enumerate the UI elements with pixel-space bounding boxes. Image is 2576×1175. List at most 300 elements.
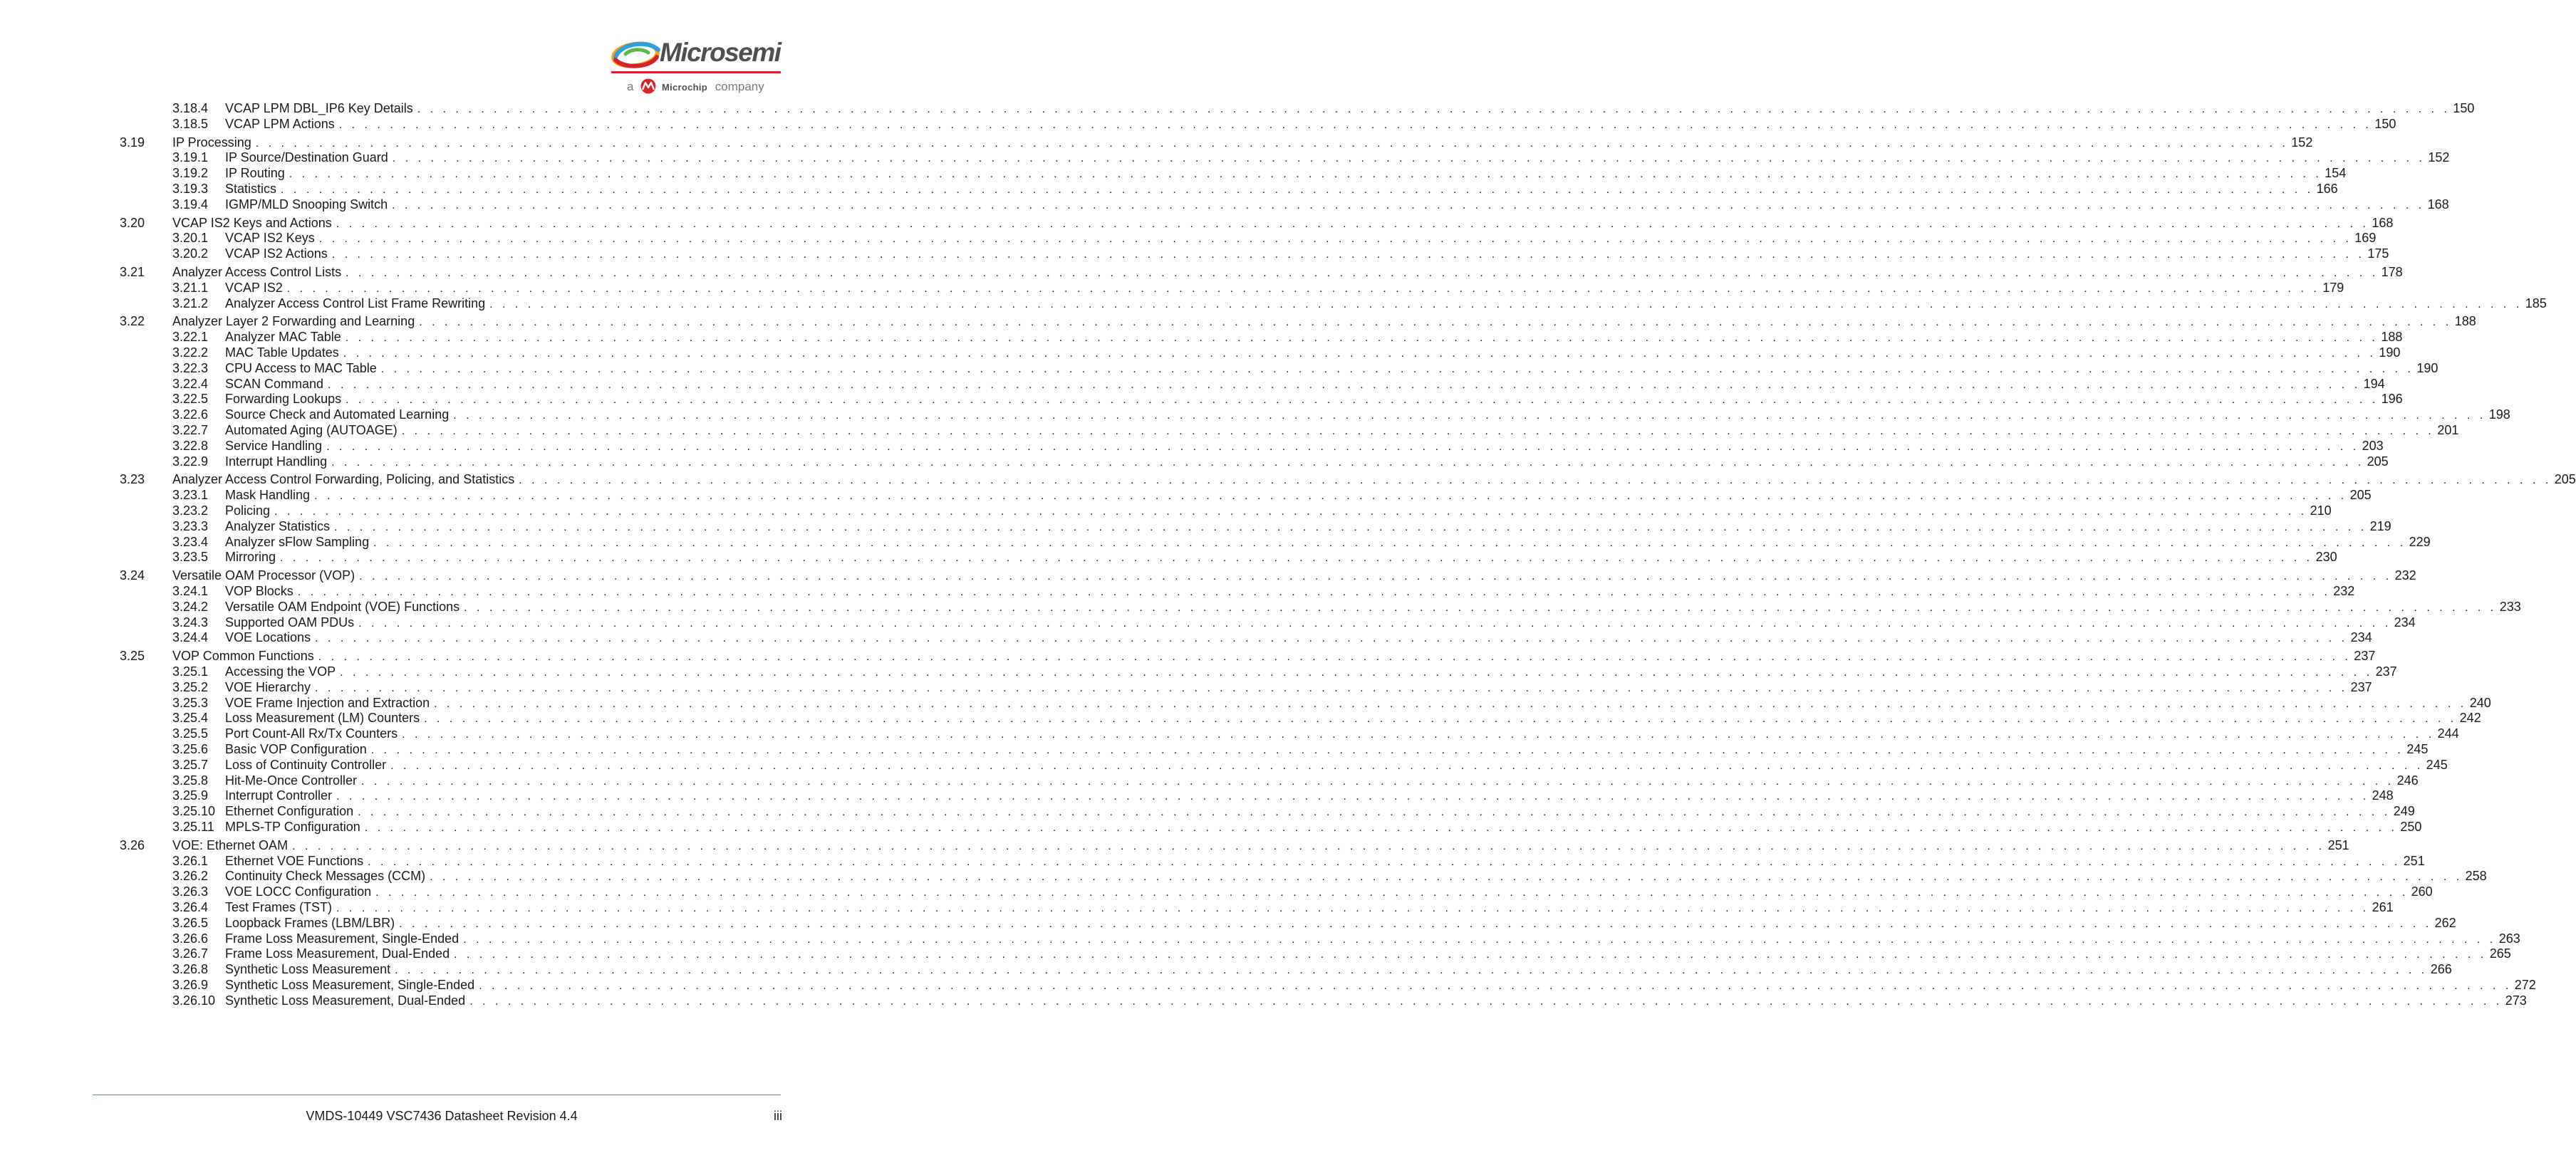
toc-dot-leader: . . . . . . . . . . . . . . . . . . . . . . . . . . . . . . . . . . . . . . . . . . . . . . . . . . . . . . . . . . . . . . . . . . . . . . . . . . . . . . . . . . . . . . . . . . . . . . . . . . . . . . . . . . . . . . . . . . . . . . . . . . . . . . . . . . . . . . . . . . . . . . . . . . . . . . . . . . . . . . . . <box>358 617 2391 630</box>
toc-entry-title: Test Frames (TST) <box>225 900 333 914</box>
toc-dot-leader: . . . . . . . . . . . . . . . . . . . . . . . . . . . . . . . . . . . . . . . . . . . . . . . . . . . . . . . . . . . . . . . . . . . . . . . . . . . . . . . . . . . . . . . . . . . . . . . . . . . . . . . . . . . . . . . . . . . . . . . . . . . . . . . . . . . . . . . . . . . . . . . . . . . . . . . . . . . . . . . . <box>359 570 2392 583</box>
toc-entry-number: 3.26.3 <box>172 884 209 899</box>
toc-entry-line <box>225 899 2394 916</box>
toc-entry-page: 245 <box>2406 742 2429 756</box>
toc-entry-line <box>225 329 2403 346</box>
toc-entry-title: Analyzer sFlow Sampling <box>225 534 370 549</box>
toc-entry-line <box>225 679 2372 696</box>
toc-entry-title: Synthetic Loss Measurement, Dual-Ended <box>225 993 466 1008</box>
toc-entry-page: 205 <box>2554 472 2576 487</box>
toc-dot-leader: . . . . . . . . . . . . . . . . . . . . . . . . . . . . . . . . . . . . . . . . . . . . . . . . . . . . . . . . . . . . . . . . . . . . . . . . . . . . . . . . . . . . . . . . . . . . . . . . . . . . . . . . . . . . . . . . . . . . . . . . . . . . . . . . . . . . . . . . . . . . . . . . . . . . . . . . . . . . . . . . <box>361 775 2394 788</box>
toc-subsection-entry[interactable] <box>0 422 2459 438</box>
toc-entry-title: VOE Hierarchy <box>225 679 311 694</box>
toc-dot-leader: . . . . . . . . . . . . . . . . . . . . . . . . . . . . . . . . . . . . . . . . . . . . . . . . . . . . . . . . . . . . . . . . . . . . . . . . . . . . . . . . . . . . . . . . . . . . . . . . . . . . . . . . . . . . . . . . . . . . . . . . . . . . . . . . . . . . . . . . . . . . . . . . . . . . . . . . . . . . . . . . <box>392 199 2425 212</box>
toc-entry-number: 3.22 <box>120 314 145 329</box>
toc-entry-title: IP Source/Destination Guard <box>225 150 388 165</box>
toc-entry-title: Basic VOP Configuration <box>225 742 367 756</box>
toc-entry-page: 194 <box>2363 376 2385 391</box>
toc-subsection-entry[interactable] <box>0 710 2481 726</box>
toc-entry-line <box>225 487 2372 504</box>
toc-entry-line <box>225 773 2419 790</box>
toc-entry-title: Loss of Continuity Controller <box>225 757 387 772</box>
toc-dot-leader: . . . . . . . . . . . . . . . . . . . . . . . . . . . . . . . . . . . . . . . . . . . . . . . . . . . . . . . . . . . . . . . . . . . . . . . . . . . . . . . . . . . . . . . . . . . . . . . . . . . . . . . . . . . . . . . . . . . . . . . . . . . . . . . . . . . . . . . . . . . . . . . . . . . . . . . . . . . . . . . . <box>489 298 2523 310</box>
toc-entry-number: 3.25.8 <box>172 773 209 788</box>
footer-document-title: VMDS-10449 VSC7436 Datasheet Revision 4.4 <box>306 1109 578 1123</box>
toc-subsection-entry[interactable] <box>0 116 2396 132</box>
toc-entry-page: 251 <box>2327 837 2349 852</box>
toc-entry-title: Policing <box>225 503 271 518</box>
toc-subsection-entry[interactable] <box>0 296 2547 311</box>
toc-entry-line <box>225 100 2475 118</box>
toc-entry-number: 3.23 <box>120 472 145 487</box>
toc-entry-number: 3.24.3 <box>172 615 209 630</box>
toc-entry-number: 3.26.10 <box>172 993 216 1008</box>
toc-entry-title: VOE Frame Injection and Extraction <box>225 695 430 710</box>
toc-entry-line <box>225 630 2372 647</box>
toc-entry-page: 188 <box>2381 330 2403 345</box>
toc-entry-title: SCAN Command <box>225 376 324 391</box>
toc-dot-leader: . . . . . . . . . . . . . . . . . . . . . . . . . . . . . . . . . . . . . . . . . . . . . . . . . . . . . . . . . . . . . . . . . . . . . . . . . . . . . . . . . . . . . . . . . . . . . . . . . . . . . . . . . . . . . . . . . . . . . . . . . . . . . . . . . . . . . . . . . . . . . . . . . . . . . . . . . . . . . . . . <box>368 855 2401 868</box>
toc-dot-leader: . . . . . . . . . . . . . . . . . . . . . . . . . . . . . . . . . . . . . . . . . . . . . . . . . . . . . . . . . . . . . . . . . . . . . . . . . . . . . . . . . . . . . . . . . . . . . . . . . . . . . . . . . . . . . . . . . . . . . . . . . . . . . . . . . . . . . . . . . . . . . . . . . . . . . . . . . . . . . . . . <box>281 184 2314 196</box>
toc-entry-title: Versatile OAM Processor (VOP) <box>172 568 355 583</box>
toc-entry-page: 237 <box>2350 679 2372 694</box>
toc-dot-leader: . . . . . . . . . . . . . . . . . . . . . . . . . . . . . . . . . . . . . . . . . . . . . . . . . . . . . . . . . . . . . . . . . . . . . . . . . . . . . . . . . . . . . . . . . . . . . . . . . . . . . . . . . . . . . . . . . . . . . . . . . . . . . . . . . . . . . . . . . . . . . . . . . . . . . . . . . . . . . . . . <box>453 409 2486 422</box>
tagline-suffix: company <box>715 80 764 93</box>
toc-dot-leader: . . . . . . . . . . . . . . . . . . . . . . . . . . . . . . . . . . . . . . . . . . . . . . . . . . . . . . . . . . . . . . . . . . . . . . . . . . . . . . . . . . . . . . . . . . . . . . . . . . . . . . . . . . . . . . . . . . . . . . . . . . . . . . . . . . . . . . . . . . . . . . . . . . . . . . . . . . . . . . . . <box>315 682 2348 694</box>
toc-dot-leader: . . . . . . . . . . . . . . . . . . . . . . . . . . . . . . . . . . . . . . . . . . . . . . . . . . . . . . . . . . . . . . . . . . . . . . . . . . . . . . . . . . . . . . . . . . . . . . . . . . . . . . . . . . . . . . . . . . . . . . . . . . . . . . . . . . . . . . . . . . . . . . . . . . . . . . . . . . . . . . . . <box>274 506 2307 518</box>
toc-entry-title: Hit-Me-Once Controller <box>225 773 358 788</box>
toc-entry-number: 3.22.8 <box>172 438 209 453</box>
toc-dot-leader: . . . . . . . . . . . . . . . . . . . . . . . . . . . . . . . . . . . . . . . . . . . . . . . . . . . . . . . . . . . . . . . . . . . . . . . . . . . . . . . . . . . . . . . . . . . . . . . . . . . . . . . . . . . . . . . . . . . . . . . . . . . . . . . . . . . . . . . . . . . . . . . . . . . . . . . . . . . . . . . . <box>464 601 2497 614</box>
toc-dot-leader: . . . . . . . . . . . . . . . . . . . . . . . . . . . . . . . . . . . . . . . . . . . . . . . . . . . . . . . . . . . . . . . . . . . . . . . . . . . . . . . . . . . . . . . . . . . . . . . . . . . . . . . . . . . . . . . . . . . . . . . . . . . . . . . . . . . . . . . . . . . . . . . . . . . . . . . . . . . . . . . . <box>334 521 2367 533</box>
toc-entry-page: 233 <box>2499 599 2521 614</box>
toc-entry-title: VOE: Ethernet OAM <box>172 837 289 852</box>
toc-entry-line <box>225 503 2332 520</box>
toc-entry-page: 152 <box>2428 150 2450 165</box>
toc-section-entry[interactable] <box>0 837 2349 853</box>
toc-subsection-entry[interactable] <box>0 280 2344 296</box>
toc-dot-leader: . . . . . . . . . . . . . . . . . . . . . . . . . . . . . . . . . . . . . . . . . . . . . . . . . . . . . . . . . . . . . . . . . . . . . . . . . . . . . . . . . . . . . . . . . . . . . . . . . . . . . . . . . . . . . . . . . . . . . . . . . . . . . . . . . . . . . . . . . . . . . . . . . . . . . . . . . . . . . . . . <box>370 744 2404 756</box>
toc-entry-page: 249 <box>2393 804 2415 819</box>
toc-subsection-entry[interactable] <box>0 329 2403 345</box>
toc-entry-title: IP Processing <box>172 135 251 150</box>
toc-entry-line <box>172 264 2403 281</box>
toc-dot-leader: . . . . . . . . . . . . . . . . . . . . . . . . . . . . . . . . . . . . . . . . . . . . . . . . . . . . . . . . . . . . . . . . . . . . . . . . . . . . . . . . . . . . . . . . . . . . . . . . . . . . . . . . . . . . . . . . . . . . . . . . . . . . . . . . . . . . . . . . . . . . . . . . . . . . . . . . . . . . . . . . <box>419 316 2452 329</box>
toc-entry-number: 3.26.5 <box>172 915 209 930</box>
toc-entry-line <box>225 961 2452 978</box>
toc-entry-title: Analyzer Access Control List Frame Rewriting <box>225 296 486 310</box>
toc-subsection-entry[interactable] <box>0 391 2403 407</box>
toc-section-entry[interactable] <box>0 568 2416 583</box>
toc-entry-title: Source Check and Automated Learning <box>225 407 450 422</box>
microchip-logo-icon <box>640 78 657 94</box>
toc-subsection-entry[interactable] <box>0 150 2450 165</box>
toc-subsection-entry[interactable] <box>0 741 2429 757</box>
toc-dot-leader: . . . . . . . . . . . . . . . . . . . . . . . . . . . . . . . . . . . . . . . . . . . . . . . . . . . . . . . . . . . . . . . . . . . . . . . . . . . . . . . . . . . . . . . . . . . . . . . . . . . . . . . . . . . . . . . . . . . . . . . . . . . . . . . . . . . . . . . . . . . . . . . . . . . . . . . . . . . . . . . . <box>469 995 2503 1008</box>
toc-entry-line <box>225 360 2439 377</box>
toc-entry-number: 3.25 <box>120 649 145 664</box>
toc-subsection-entry[interactable] <box>0 246 2389 261</box>
toc-entry-title: Synthetic Loss Measurement <box>225 962 391 977</box>
toc-subsection-entry[interactable] <box>0 726 2459 741</box>
toc-entry-number: 3.19.3 <box>172 182 209 196</box>
toc-entry-title: Service Handling <box>225 438 323 453</box>
toc-subsection-entry[interactable] <box>0 599 2521 615</box>
toc-entry-number: 3.25.7 <box>172 757 209 772</box>
toc-entry-title: Ethernet Configuration <box>225 804 354 819</box>
toc-entry-page: 150 <box>2453 101 2475 115</box>
toc-entry-title: Port Count-All Rx/Tx Counters <box>225 726 398 741</box>
toc-dot-leader: . . . . . . . . . . . . . . . . . . . . . . . . . . . . . . . . . . . . . . . . . . . . . . . . . . . . . . . . . . . . . . . . . . . . . . . . . . . . . . . . . . . . . . . . . . . . . . . . . . . . . . . . . . . . . . . . . . . . . . . . . . . . . . . . . . . . . . . . . . . . . . . . . . . . . . . . . . . . . . . . <box>318 233 2352 246</box>
toc-entry-line <box>225 422 2459 439</box>
toc-entry-line <box>172 471 2576 489</box>
toc-entry-title: VCAP IS2 <box>225 280 283 295</box>
toc-entry-title: Forwarding Lookups <box>225 392 342 407</box>
toc-subsection-entry[interactable] <box>0 518 2391 534</box>
toc-subsection-entry[interactable] <box>0 360 2439 376</box>
toc-subsection-entry[interactable] <box>0 487 2372 503</box>
toc-entry-number: 3.19 <box>120 135 145 150</box>
toc-entry-title: Versatile OAM Endpoint (VOE) Functions <box>225 599 460 614</box>
toc-dot-leader: . . . . . . . . . . . . . . . . . . . . . . . . . . . . . . . . . . . . . . . . . . . . . . . . . . . . . . . . . . . . . . . . . . . . . . . . . . . . . . . . . . . . . . . . . . . . . . . . . . . . . . . . . . . . . . . . . . . . . . . . . . . . . . . . . . . . . . . . . . . . . . . . . . . . . . . . . . . . . . . . <box>343 348 2377 360</box>
toc-subsection-entry[interactable] <box>0 165 2347 181</box>
toc-entry-line <box>225 150 2450 167</box>
toc-entry-number: 3.25.9 <box>172 788 209 803</box>
toc-entry-line <box>225 993 2527 1010</box>
toc-entry-number: 3.20.2 <box>172 246 209 261</box>
toc-subsection-entry[interactable] <box>0 757 2448 773</box>
toc-dot-leader: . . . . . . . . . . . . . . . . . . . . . . . . . . . . . . . . . . . . . . . . . . . . . . . . . . . . . . . . . . . . . . . . . . . . . . . . . . . . . . . . . . . . . . . . . . . . . . . . . . . . . . . . . . . . . . . . . . . . . . . . . . . . . . . . . . . . . . . . . . . . . . . . . . . . . . . . . . . . . . . . <box>336 790 2369 803</box>
toc-dot-leader: . . . . . . . . . . . . . . . . . . . . . . . . . . . . . . . . . . . . . . . . . . . . . . . . . . . . . . . . . . . . . . . . . . . . . . . . . . . . . . . . . . . . . . . . . . . . . . . . . . . . . . . . . . . . . . . . . . . . . . . . . . . . . . . . . . . . . . . . . . . . . . . . . . . . . . . . . . . . . . . . <box>392 152 2426 165</box>
toc-dot-leader: . . . . . . . . . . . . . . . . . . . . . . . . . . . . . . . . . . . . . . . . . . . . . . . . . . . . . . . . . . . . . . . . . . . . . . . . . . . . . . . . . . . . . . . . . . . . . . . . . . . . . . . . . . . . . . . . . . . . . . . . . . . . . . . . . . . . . . . . . . . . . . . . . . . . . . . . . . . . . . . . <box>346 394 2379 407</box>
toc-entry-page: 179 <box>2322 280 2344 295</box>
toc-entry-page: 185 <box>2525 296 2547 310</box>
toc-entry-number: 3.21 <box>120 265 145 279</box>
toc-entry-page: 266 <box>2430 962 2452 977</box>
toc-entry-title: VCAP IS2 Actions <box>225 246 328 261</box>
toc-entry-title: MPLS-TP Configuration <box>225 820 360 834</box>
tagline-mark: Microchip <box>661 82 708 93</box>
toc-dot-leader: . . . . . . . . . . . . . . . . . . . . . . . . . . . . . . . . . . . . . . . . . . . . . . . . . . . . . . . . . . . . . . . . . . . . . . . . . . . . . . . . . . . . . . . . . . . . . . . . . . . . . . . . . . . . . . . . . . . . . . . . . . . . . . . . . . . . . . . . . . . . . . . . . . . . . . . . . . . . . . . . <box>326 440 2359 453</box>
toc-entry-page: 219 <box>2369 518 2391 533</box>
toc-subsection-entry[interactable] <box>0 345 2401 360</box>
toc-entry-title: VOP Blocks <box>225 584 294 598</box>
toc-dot-leader: . . . . . . . . . . . . . . . . . . . . . . . . . . . . . . . . . . . . . . . . . . . . . . . . . . . . . . . . . . . . . . . . . . . . . . . . . . . . . . . . . . . . . . . . . . . . . . . . . . . . . . . . . . . . . . . . . . . . . . . . . . . . . . . . . . . . . . . . . . . . . . . . . . . . . . . . . . . . . . . . <box>417 103 2451 115</box>
toc-entry-page: 265 <box>2489 946 2511 961</box>
toc-entry-page: 234 <box>2350 630 2372 645</box>
toc-subsection-entry[interactable] <box>0 549 2337 565</box>
toc-section-entry[interactable] <box>0 313 2476 329</box>
toc-entry-title: Analyzer Statistics <box>225 518 331 533</box>
toc-entry-page: 246 <box>2396 773 2419 788</box>
toc-entry-title: Analyzer Access Control Forwarding, Policing, and Statistics <box>172 472 515 487</box>
toc-entry-page: 152 <box>2291 135 2313 150</box>
footer-page-number: iii <box>774 1109 782 1123</box>
toc-entry-number: 3.26.1 <box>172 853 209 868</box>
toc-entry-line <box>225 438 2384 455</box>
toc-entry-number: 3.25.6 <box>172 742 209 756</box>
tagline-prefix: a <box>627 80 634 93</box>
toc-entry-number: 3.22.2 <box>172 345 209 360</box>
toc-entry-title: Accessing the VOP <box>225 664 336 679</box>
toc-entry-number: 3.26.9 <box>172 978 209 992</box>
toc-entry-page: 175 <box>2367 246 2389 261</box>
toc-dot-leader: . . . . . . . . . . . . . . . . . . . . . . . . . . . . . . . . . . . . . . . . . . . . . . . . . . . . . . . . . . . . . . . . . . . . . . . . . . . . . . . . . . . . . . . . . . . . . . . . . . . . . . . . . . . . . . . . . . . . . . . . . . . . . . . . . . . . . . . . . . . . . . . . . . . . . . . . . . . . . . . . <box>401 425 2435 437</box>
toc-entry-title: Loss Measurement (LM) Counters <box>225 711 420 726</box>
toc-entry-title: VCAP IS2 Keys and Actions <box>172 215 332 230</box>
toc-entry-page: 232 <box>2394 568 2416 583</box>
toc-entry-page: 240 <box>2469 695 2491 710</box>
toc-entry-title: Analyzer MAC Table <box>225 330 341 345</box>
toc-dot-leader: . . . . . . . . . . . . . . . . . . . . . . . . . . . . . . . . . . . . . . . . . . . . . . . . . . . . . . . . . . . . . . . . . . . . . . . . . . . . . . . . . . . . . . . . . . . . . . . . . . . . . . . . . . . . . . . . . . . . . . . . . . . . . . . . . . . . . . . . . . . . . . . . . . . . . . . . . . . . . . . . <box>314 490 2347 503</box>
toc-entry-line <box>225 664 2397 681</box>
toc-subsection-entry[interactable] <box>0 961 2452 977</box>
toc-subsection-entry[interactable] <box>0 376 2385 392</box>
toc-entry-line <box>172 215 2394 232</box>
toc-subsection-entry[interactable] <box>0 803 2415 819</box>
toc-subsection-entry[interactable] <box>0 630 2372 645</box>
toc-dot-leader: . . . . . . . . . . . . . . . . . . . . . . . . . . . . . . . . . . . . . . . . . . . . . . . . . . . . . . . . . . . . . . . . . . . . . . . . . . . . . . . . . . . . . . . . . . . . . . . . . . . . . . . . . . . . . . . . . . . . . . . . . . . . . . . . . . . . . . . . . . . . . . . . . . . . . . . . . . . . . . . . <box>390 759 2424 772</box>
toc-entry-page: 262 <box>2434 915 2456 930</box>
toc-subsection-entry[interactable] <box>0 884 2433 899</box>
toc-subsection-entry[interactable] <box>0 788 2394 803</box>
toc-entry-page: 242 <box>2459 711 2481 726</box>
toc-entry-page: 272 <box>2514 978 2536 992</box>
toc-entry-page: 263 <box>2498 931 2520 946</box>
toc-entry-number: 3.25.4 <box>172 711 209 726</box>
toc-dot-leader: . . . . . . . . . . . . . . . . . . . . . . . . . . . . . . . . . . . . . . . . . . . . . . . . . . . . . . . . . . . . . . . . . . . . . . . . . . . . . . . . . . . . . . . . . . . . . . . . . . . . . . . . . . . . . . . . . . . . . . . . . . . . . . . . . . . . . . . . . . . . . . . . . . . . . . . . . . . . . . . . <box>336 902 2369 914</box>
toc-dot-leader: . . . . . . . . . . . . . . . . . . . . . . . . . . . . . . . . . . . . . . . . . . . . . . . . . . . . . . . . . . . . . . . . . . . . . . . . . . . . . . . . . . . . . . . . . . . . . . . . . . . . . . . . . . . . . . . . . . . . . . . . . . . . . . . . . . . . . . . . . . . . . . . . . . . . . . . . . . . . . . . . <box>479 980 2512 992</box>
toc-subsection-entry[interactable] <box>0 197 2449 212</box>
toc-entry-number: 3.21.1 <box>172 280 209 295</box>
toc-subsection-entry[interactable] <box>0 773 2419 788</box>
toc-dot-leader: . . . . . . . . . . . . . . . . . . . . . . . . . . . . . . . . . . . . . . . . . . . . . . . . . . . . . . . . . . . . . . . . . . . . . . . . . . . . . . . . . . . . . . . . . . . . . . . . . . . . . . . . . . . . . . . . . . . . . . . . . . . . . . . . . . . . . . . . . . . . . . . . . . . . . . . . . . . . . . . . <box>364 822 2398 834</box>
toc-entry-title: Mirroring <box>225 550 276 565</box>
toc-section-entry[interactable] <box>0 648 2376 664</box>
toc-entry-page: 203 <box>2362 438 2384 453</box>
toc-entry-number: 3.25.1 <box>172 664 209 679</box>
toc-entry-page: 190 <box>2416 360 2439 375</box>
toc-entry-line <box>225 788 2394 805</box>
toc-entry-number: 3.18.5 <box>172 116 209 131</box>
toc-entry-line <box>225 803 2415 820</box>
toc-dot-leader: . . . . . . . . . . . . . . . . . . . . . . . . . . . . . . . . . . . . . . . . . . . . . . . . . . . . . . . . . . . . . . . . . . . . . . . . . . . . . . . . . . . . . . . . . . . . . . . . . . . . . . . . . . . . . . . . . . . . . . . . . . . . . . . . . . . . . . . . . . . . . . . . . . . . . . . . . . . . . . . . <box>434 697 2467 710</box>
toc-entry-number: 3.18.4 <box>172 101 209 115</box>
toc-subsection-entry[interactable] <box>0 438 2384 454</box>
toc-entry-line <box>225 181 2338 198</box>
toc-entry-page: 154 <box>2325 166 2347 181</box>
toc-entry-line <box>225 819 2422 836</box>
toc-entry-line <box>225 518 2391 536</box>
toc-entry-number: 3.23.3 <box>172 518 209 533</box>
toc-subsection-entry[interactable] <box>0 695 2491 711</box>
toc-entry-page: 234 <box>2394 615 2416 630</box>
toc-entry-number: 3.24.2 <box>172 599 209 614</box>
toc-entry-number: 3.20 <box>120 215 145 230</box>
toc-dot-leader: . . . . . . . . . . . . . . . . . . . . . . . . . . . . . . . . . . . . . . . . . . . . . . . . . . . . . . . . . . . . . . . . . . . . . . . . . . . . . . . . . . . . . . . . . . . . . . . . . . . . . . . . . . . . . . . . . . . . . . . . . . . . . . . . . . . . . . . . . . . . . . . . . . . . . . . . . . . . . . . . <box>292 840 2325 852</box>
toc-subsection-entry[interactable] <box>0 977 2536 993</box>
toc-entry-line <box>225 280 2344 297</box>
toc-entry-line <box>225 376 2385 393</box>
toc-entry-title: VCAP IS2 Keys <box>225 231 315 246</box>
toc-section-entry[interactable] <box>0 471 2576 487</box>
toc-entry-line <box>225 534 2431 551</box>
toc-subsection-entry[interactable] <box>0 503 2332 518</box>
toc-entry-page: 205 <box>2367 454 2389 469</box>
toc-entry-title: Interrupt Handling <box>225 454 328 469</box>
toc-entry-line <box>225 695 2491 712</box>
toc-entry-page: 258 <box>2465 869 2487 884</box>
toc-entry-number: 3.26.4 <box>172 900 209 914</box>
toc-dot-leader: . . . . . . . . . . . . . . . . . . . . . . . . . . . . . . . . . . . . . . . . . . . . . . . . . . . . . . . . . . . . . . . . . . . . . . . . . . . . . . . . . . . . . . . . . . . . . . . . . . . . . . . . . . . . . . . . . . . . . . . . . . . . . . . . . . . . . . . . . . . . . . . . . . . . . . . . . . . . . . . . <box>336 217 2369 230</box>
toc-entry-line <box>225 345 2401 362</box>
toc-entry-page: 251 <box>2403 853 2425 868</box>
toc-entry-number: 3.22.1 <box>172 330 209 345</box>
toc-entry-page: 196 <box>2381 392 2403 407</box>
toc-subsection-entry[interactable] <box>0 615 2416 630</box>
toc-entry-line <box>225 931 2520 948</box>
toc-dot-leader: . . . . . . . . . . . . . . . . . . . . . . . . . . . . . . . . . . . . . . . . . . . . . . . . . . . . . . . . . . . . . . . . . . . . . . . . . . . . . . . . . . . . . . . . . . . . . . . . . . . . . . . . . . . . . . . . . . . . . . . . . . . . . . . . . . . . . . . . . . . . . . . . . . . . . . . . . . . . . . . . <box>395 964 2428 977</box>
toc-entry-number: 3.22.7 <box>172 423 209 437</box>
toc-entry-line <box>225 246 2389 263</box>
toc-subsection-entry[interactable] <box>0 993 2527 1008</box>
toc-subsection-entry[interactable] <box>0 915 2456 931</box>
toc-entry-page: 244 <box>2437 726 2459 741</box>
toc-dot-leader: . . . . . . . . . . . . . . . . . . . . . . . . . . . . . . . . . . . . . . . . . . . . . . . . . . . . . . . . . . . . . . . . . . . . . . . . . . . . . . . . . . . . . . . . . . . . . . . . . . . . . . . . . . . . . . . . . . . . . . . . . . . . . . . . . . . . . . . . . . . . . . . . . . . . . . . . . . . . . . . . <box>328 378 2361 391</box>
toc-dot-leader: . . . . . . . . . . . . . . . . . . . . . . . . . . . . . . . . . . . . . . . . . . . . . . . . . . . . . . . . . . . . . . . . . . . . . . . . . . . . . . . . . . . . . . . . . . . . . . . . . . . . . . . . . . . . . . . . . . . . . . . . . . . . . . . . . . . . . . . . . . . . . . . . . . . . . . . . . . . . . . . . <box>519 474 2552 487</box>
brand-tagline <box>627 78 764 95</box>
toc-dot-leader: . . . . . . . . . . . . . . . . . . . . . . . . . . . . . . . . . . . . . . . . . . . . . . . . . . . . . . . . . . . . . . . . . . . . . . . . . . . . . . . . . . . . . . . . . . . . . . . . . . . . . . . . . . . . . . . . . . . . . . . . . . . . . . . . . . . . . . . . . . . . . . . . . . . . . . . . . . . . . . . . <box>375 887 2409 899</box>
toc-entry-title: Analyzer Layer 2 Forwarding and Learning <box>172 314 415 329</box>
toc-entry-number: 3.26 <box>120 837 145 852</box>
toc-entry-title: MAC Table Updates <box>225 345 339 360</box>
toc-dot-leader: . . . . . . . . . . . . . . . . . . . . . . . . . . . . . . . . . . . . . . . . . . . . . . . . . . . . . . . . . . . . . . . . . . . . . . . . . . . . . . . . . . . . . . . . . . . . . . . . . . . . . . . . . . . . . . . . . . . . . . . . . . . . . . . . . . . . . . . . . . . . . . . . . . . . . . . . . . . . . . . . <box>358 806 2391 819</box>
toc-entry-line <box>172 568 2416 585</box>
toc-entry-page: 198 <box>2488 407 2510 422</box>
toc-entry-number: 3.19.4 <box>172 197 209 212</box>
toc-entry-title: Analyzer Access Control Lists <box>172 265 342 279</box>
toc-entry-number: 3.24 <box>120 568 145 583</box>
toc-entry-page: 229 <box>2409 534 2431 549</box>
toc-entry-page: 210 <box>2310 503 2332 518</box>
toc-entry-title: VOP Common Functions <box>172 649 314 664</box>
toc-dot-leader: . . . . . . . . . . . . . . . . . . . . . . . . . . . . . . . . . . . . . . . . . . . . . . . . . . . . . . . . . . . . . . . . . . . . . . . . . . . . . . . . . . . . . . . . . . . . . . . . . . . . . . . . . . . . . . . . . . . . . . . . . . . . . . . . . . . . . . . . . . . . . . . . . . . . . . . . . . . . . . . . <box>338 118 2372 131</box>
toc-subsection-entry[interactable] <box>0 181 2338 197</box>
toc-entry-number: 3.22.5 <box>172 392 209 407</box>
toc-entry-line <box>225 230 2377 247</box>
toc-entry-title: CPU Access to MAC Table <box>225 360 377 375</box>
toc-entry-number: 3.19.1 <box>172 150 209 165</box>
toc-entry-number: 3.22.4 <box>172 376 209 391</box>
toc-entry-title: VOE Locations <box>225 630 311 645</box>
toc-entry-line <box>225 549 2337 566</box>
toc-entry-page: 168 <box>2427 197 2449 212</box>
toc-entry-title: VCAP LPM DBL_IP6 Key Details <box>225 101 413 115</box>
toc-subsection-entry[interactable] <box>0 664 2397 679</box>
toc-subsection-entry[interactable] <box>0 454 2389 469</box>
toc-dot-leader: . . . . . . . . . . . . . . . . . . . . . . . . . . . . . . . . . . . . . . . . . . . . . . . . . . . . . . . . . . . . . . . . . . . . . . . . . . . . . . . . . . . . . . . . . . . . . . . . . . . . . . . . . . . . . . . . . . . . . . . . . . . . . . . . . . . . . . . . . . . . . . . . . . . . . . . . . . . . . . . . <box>430 871 2463 884</box>
toc-entry-number: 3.25.11 <box>172 820 214 834</box>
toc-entry-page: 166 <box>2316 182 2338 196</box>
company-logo <box>611 36 781 95</box>
toc-dot-leader: . . . . . . . . . . . . . . . . . . . . . . . . . . . . . . . . . . . . . . . . . . . . . . . . . . . . . . . . . . . . . . . . . . . . . . . . . . . . . . . . . . . . . . . . . . . . . . . . . . . . . . . . . . . . . . . . . . . . . . . . . . . . . . . . . . . . . . . . . . . . . . . . . . . . . . . . . . . . . . . . <box>373 536 2406 549</box>
toc-section-entry[interactable] <box>0 215 2394 231</box>
toc-dot-leader: . . . . . . . . . . . . . . . . . . . . . . . . . . . . . . . . . . . . . . . . . . . . . . . . . . . . . . . . . . . . . . . . . . . . . . . . . . . . . . . . . . . . . . . . . . . . . . . . . . . . . . . . . . . . . . . . . . . . . . . . . . . . . . . . . . . . . . . . . . . . . . . . . . . . . . . . . . . . . . . . <box>399 917 2432 930</box>
toc-entry-line <box>225 946 2511 963</box>
toc-subsection-entry[interactable] <box>0 407 2510 422</box>
toc-entry-number: 3.22.3 <box>172 360 209 375</box>
toc-section-entry[interactable] <box>0 135 2313 150</box>
toc-dot-leader: . . . . . . . . . . . . . . . . . . . . . . . . . . . . . . . . . . . . . . . . . . . . . . . . . . . . . . . . . . . . . . . . . . . . . . . . . . . . . . . . . . . . . . . . . . . . . . . . . . . . . . . . . . . . . . . . . . . . . . . . . . . . . . . . . . . . . . . . . . . . . . . . . . . . . . . . . . . . . . . . <box>297 586 2331 598</box>
toc-entry-title: Automated Aging (AUTOAGE) <box>225 423 398 437</box>
toc-entry-line <box>225 853 2425 870</box>
toc-subsection-entry[interactable] <box>0 100 2475 116</box>
toc-entry-title: Interrupt Controller <box>225 788 333 803</box>
toc-entry-page: 245 <box>2426 757 2448 772</box>
toc-subsection-entry[interactable] <box>0 583 2355 599</box>
toc-entry-line <box>225 884 2433 901</box>
toc-dot-leader: . . . . . . . . . . . . . . . . . . . . . . . . . . . . . . . . . . . . . . . . . . . . . . . . . . . . . . . . . . . . . . . . . . . . . . . . . . . . . . . . . . . . . . . . . . . . . . . . . . . . . . . . . . . . . . . . . . . . . . . . . . . . . . . . . . . . . . . . . . . . . . . . . . . . . . . . . . . . . . . . <box>340 667 2373 679</box>
toc-entry-title: Supported OAM PDUs <box>225 615 355 630</box>
toc-entry-page: 250 <box>2400 820 2422 834</box>
toc-entry-line <box>225 915 2456 932</box>
toc-entry-page: 232 <box>2333 584 2355 598</box>
toc-entry-page: 188 <box>2454 314 2476 329</box>
toc-entry-line <box>172 648 2376 665</box>
toc-section-entry[interactable] <box>0 264 2403 280</box>
brand-name: Microsemi <box>660 38 781 67</box>
toc-subsection-entry[interactable] <box>0 899 2394 915</box>
toc-entry-line <box>225 116 2396 133</box>
toc-entry-line <box>225 726 2459 743</box>
toc-dot-leader: . . . . . . . . . . . . . . . . . . . . . . . . . . . . . . . . . . . . . . . . . . . . . . . . . . . . . . . . . . . . . . . . . . . . . . . . . . . . . . . . . . . . . . . . . . . . . . . . . . . . . . . . . . . . . . . . . . . . . . . . . . . . . . . . . . . . . . . . . . . . . . . . . . . . . . . . . . . . . . . . <box>424 713 2457 726</box>
toc-entry-page: 201 <box>2437 423 2459 437</box>
toc-subsection-entry[interactable] <box>0 931 2520 946</box>
toc-subsection-entry[interactable] <box>0 534 2431 550</box>
toc-entry-number: 3.22.9 <box>172 454 209 469</box>
toc-entry-line <box>225 868 2487 885</box>
toc-entry-line <box>225 615 2416 632</box>
toc-entry-line <box>225 977 2536 994</box>
toc-dot-leader: . . . . . . . . . . . . . . . . . . . . . . . . . . . . . . . . . . . . . . . . . . . . . . . . . . . . . . . . . . . . . . . . . . . . . . . . . . . . . . . . . . . . . . . . . . . . . . . . . . . . . . . . . . . . . . . . . . . . . . . . . . . . . . . . . . . . . . . . . . . . . . . . . . . . . . . . . . . . . . . . <box>463 933 2496 946</box>
toc-entry-number: 3.23.5 <box>172 550 209 565</box>
toc-entry-page: 190 <box>2379 345 2401 360</box>
toc-entry-number: 3.22.6 <box>172 407 209 422</box>
toc-subsection-entry[interactable] <box>0 868 2487 884</box>
toc-dot-leader: . . . . . . . . . . . . . . . . . . . . . . . . . . . . . . . . . . . . . . . . . . . . . . . . . . . . . . . . . . . . . . . . . . . . . . . . . . . . . . . . . . . . . . . . . . . . . . . . . . . . . . . . . . . . . . . . . . . . . . . . . . . . . . . . . . . . . . . . . . . . . . . . . . . . . . . . . . . . . . . . <box>345 332 2379 345</box>
toc-subsection-entry[interactable] <box>0 853 2425 869</box>
toc-dot-leader: . . . . . . . . . . . . . . . . . . . . . . . . . . . . . . . . . . . . . . . . . . . . . . . . . . . . . . . . . . . . . . . . . . . . . . . . . . . . . . . . . . . . . . . . . . . . . . . . . . . . . . . . . . . . . . . . . . . . . . . . . . . . . . . . . . . . . . . . . . . . . . . . . . . . . . . . . . . . . . . . <box>318 651 2352 664</box>
toc-entry-number: 3.25.2 <box>172 679 209 694</box>
toc-entry-page: 261 <box>2372 900 2394 914</box>
toc-entry-number: 3.23.2 <box>172 503 209 518</box>
toc-entry-number: 3.25.10 <box>172 804 216 819</box>
toc-subsection-entry[interactable] <box>0 946 2511 961</box>
toc-subsection-entry[interactable] <box>0 819 2422 835</box>
toc-entry-title: Frame Loss Measurement, Dual-Ended <box>225 946 450 961</box>
toc-entry-title: VCAP LPM Actions <box>225 116 335 131</box>
brand-divider <box>611 71 781 73</box>
toc-entry-number: 3.23.1 <box>172 488 209 503</box>
toc-entry-line <box>172 135 2313 152</box>
toc-dot-leader: . . . . . . . . . . . . . . . . . . . . . . . . . . . . . . . . . . . . . . . . . . . . . . . . . . . . . . . . . . . . . . . . . . . . . . . . . . . . . . . . . . . . . . . . . . . . . . . . . . . . . . . . . . . . . . . . . . . . . . . . . . . . . . . . . . . . . . . . . . . . . . . . . . . . . . . . . . . . . . . . <box>402 728 2435 741</box>
toc-subsection-entry[interactable] <box>0 230 2377 246</box>
toc-entry-number: 3.26.8 <box>172 962 209 977</box>
toc-subsection-entry[interactable] <box>0 679 2372 695</box>
toc-entry-number: 3.19.2 <box>172 166 209 181</box>
toc-entry-number: 3.26.7 <box>172 946 209 961</box>
toc-entry-title: Ethernet VOE Functions <box>225 853 364 868</box>
